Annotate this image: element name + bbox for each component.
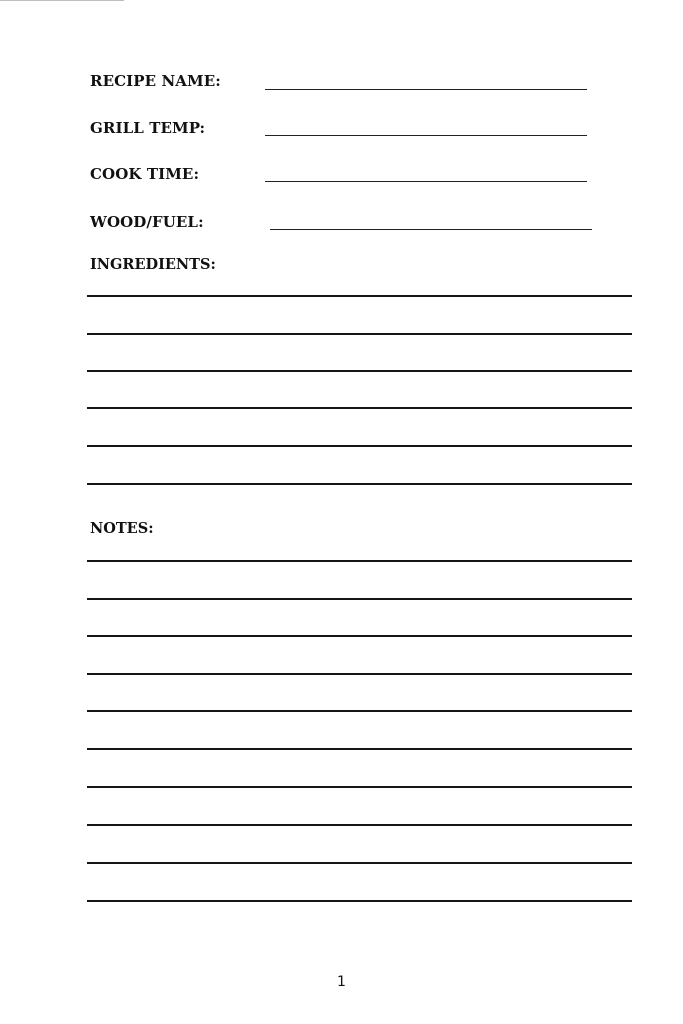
ingredients-line[interactable] (87, 333, 632, 335)
notes-line[interactable] (87, 900, 632, 902)
recipe-name-field[interactable] (265, 89, 587, 90)
top-edge-rule (0, 0, 124, 1)
notes-line[interactable] (87, 598, 632, 600)
cook-time-label: COOK TIME: (90, 165, 200, 183)
notes-line[interactable] (87, 786, 632, 788)
notes-line[interactable] (87, 560, 632, 562)
notes-line[interactable] (87, 748, 632, 750)
notes-line[interactable] (87, 635, 632, 637)
cook-time-field[interactable] (265, 181, 587, 182)
ingredients-line[interactable] (87, 483, 632, 485)
ingredients-line[interactable] (87, 407, 632, 409)
ingredients-line[interactable] (87, 370, 632, 372)
wood-fuel-label: WOOD/FUEL: (90, 213, 204, 231)
notes-line[interactable] (87, 862, 632, 864)
notes-line[interactable] (87, 824, 632, 826)
page-number: 1 (337, 974, 346, 990)
notes-label: NOTES: (90, 520, 154, 537)
ingredients-line[interactable] (87, 445, 632, 447)
grill-temp-label: GRILL TEMP: (90, 119, 206, 137)
recipe-name-label: RECIPE NAME: (90, 72, 221, 90)
notes-line[interactable] (87, 710, 632, 712)
ingredients-label: INGREDIENTS: (90, 256, 216, 273)
notes-line[interactable] (87, 673, 632, 675)
grill-temp-field[interactable] (265, 135, 587, 136)
ingredients-line[interactable] (87, 295, 632, 297)
wood-fuel-field[interactable] (270, 229, 592, 230)
